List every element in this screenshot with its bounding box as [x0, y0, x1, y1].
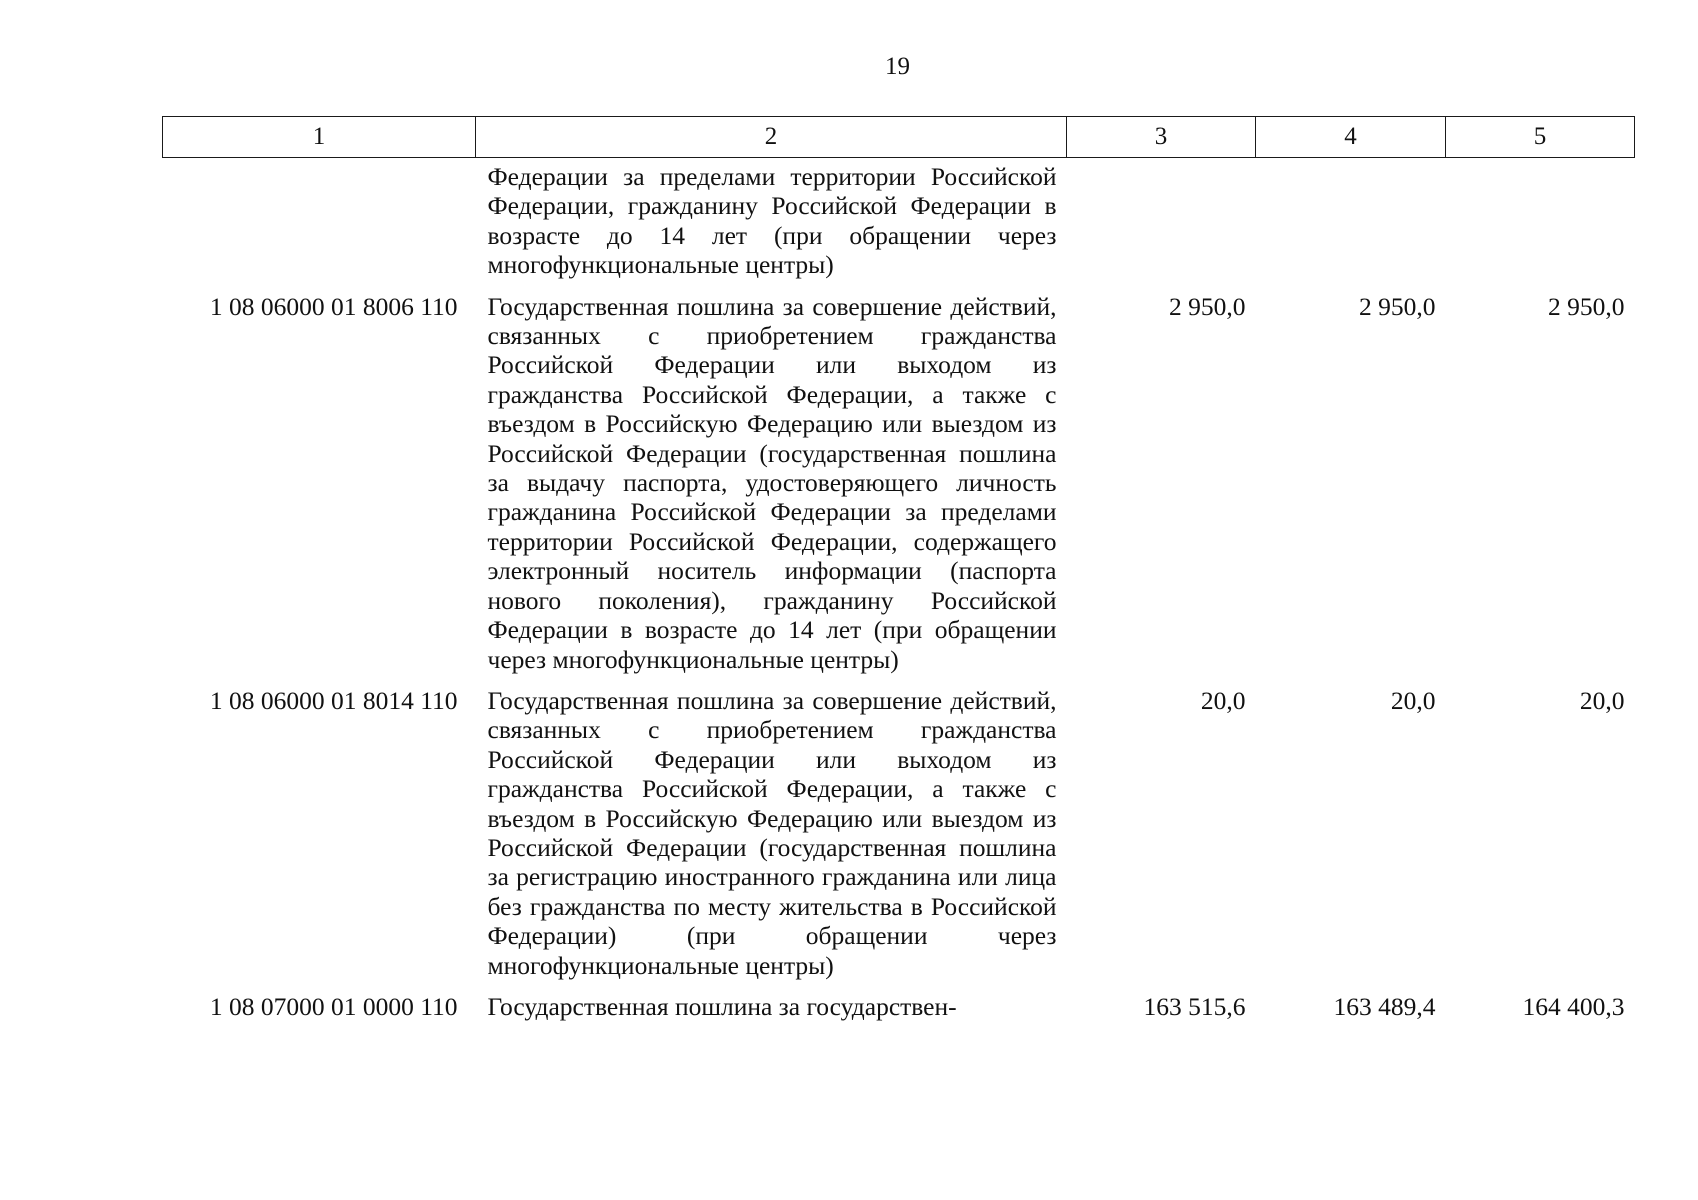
amount-col3-cell [1067, 158, 1256, 280]
table-header-row [163, 117, 1635, 158]
table-row [163, 674, 1635, 980]
amount-col3-cell: 20,0 [1200, 685, 1246, 715]
amount-col5-cell: 164 400,3 [1522, 991, 1625, 1021]
column-header-2: 2 [476, 117, 1067, 158]
column-header-4: 4 [1256, 117, 1446, 158]
amount-col3-cell: 2 950,0 [1169, 291, 1246, 321]
budget-code-cell: 1 08 06000 01 8006 110 [209, 291, 458, 321]
description-cell: Государственная пошлина за государствен- [487, 991, 957, 1021]
description-cell: Государственная пошлина за совершение действий, связанных с приобретением гражданства Российской Федерации или выходом из гражданства Российской Федерации, а также с въездом в Российскую Федерацию или выездом из Российской Федерации (государственная пошлина за регистрацию иностранного гражданина или лица без гражданства по месту жительства в Российской Федерации) (при обращении через многофункциональные центры) [487, 685, 1057, 980]
amount-col5-cell: 2 950,0 [1548, 291, 1625, 321]
table-row [163, 158, 1635, 280]
amount-col5-cell [1446, 158, 1635, 280]
table-row [163, 980, 1635, 1021]
amount-col5-cell: 20,0 [1579, 685, 1625, 715]
description-cell: Государственная пошлина за совершение действий, связанных с приобретением гражданства Российской Федерации или выходом из гражданства Российской Федерации, а также с въездом в Российскую Федерацию или выездом из Российской Федерации (государственная пошлина за выдачу паспорта, удостоверяющего личность гражданина Российской Федерации за пределами территории Российской Федерации, содержащего электронный носитель информации (паспорта нового поколения), гражданину Российской Федерации в возрасте до 14 лет (при обращении через многофункциональные центры) [487, 291, 1057, 674]
amount-col4-cell: 20,0 [1390, 685, 1436, 715]
amount-col3-cell: 163 515,6 [1143, 991, 1246, 1021]
page-number: 19 [885, 53, 910, 80]
budget-code-cell: 1 08 07000 01 0000 110 [209, 991, 458, 1021]
amount-col4-cell [1256, 158, 1446, 280]
amount-col4-cell: 2 950,0 [1359, 291, 1436, 321]
column-header-3: 3 [1067, 117, 1256, 158]
budget-code-cell [163, 158, 476, 280]
description-cell: Федерации за пределами территории Российской Федерации, гражданину Российской Федерации в возрасте до 14 лет (при обращении через многофункциональные центры) [487, 162, 1057, 280]
budget-code-cell: 1 08 06000 01 8014 110 [209, 685, 458, 715]
budget-table [162, 116, 1635, 1021]
amount-col4-cell: 163 489,4 [1333, 991, 1436, 1021]
column-header-5: 5 [1446, 117, 1635, 158]
column-header-1: 1 [163, 117, 476, 158]
table-row [163, 280, 1635, 674]
